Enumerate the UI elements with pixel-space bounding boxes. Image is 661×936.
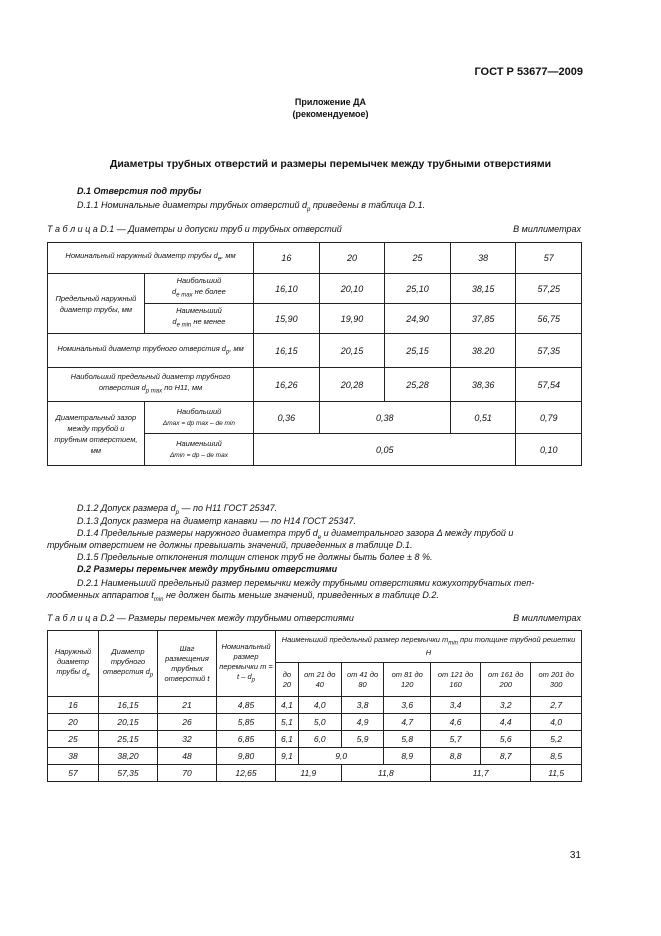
t1-max-2: 25,10 (385, 274, 451, 304)
t2-range-4: от 121 до 160 (431, 663, 481, 697)
t2-cell: 16 (48, 697, 99, 714)
table-d1 (47, 242, 582, 466)
t2-cell: 4,7 (384, 714, 431, 731)
t2-cell: 26 (158, 714, 217, 731)
t2-cell: 4,85 (217, 697, 276, 714)
t2-cell: 57,35 (99, 765, 158, 782)
t1-nominal-header: Номинальный наружный диаметр трубы $d_е$, мм (48, 243, 254, 274)
paragraph-d12: D.1.2 Допуск размера $d_p$ — по Н11 ГОСТ 25347. (77, 503, 278, 516)
t2-cell: 11,5 (531, 765, 582, 782)
table-row (48, 748, 582, 765)
t2-cell: 5,9 (341, 731, 384, 748)
t2-cell: 70 (158, 765, 217, 782)
t2-cell: 20,15 (99, 714, 158, 731)
t1-min-2: 24,90 (385, 304, 451, 334)
t2-range-3: от 81 до 120 (384, 663, 431, 697)
t2-cell: 25 (48, 731, 99, 748)
table2-caption: Т а б л и ц а D.2 — Размеры перемычек между трубными отверстиями (47, 613, 354, 623)
t2-cell: 9,80 (217, 748, 276, 765)
t2-cell: 4,6 (431, 714, 481, 731)
t2-cell: 38,20 (99, 748, 158, 765)
t2-cell: 20 (48, 714, 99, 731)
t2-cell: 5,8 (384, 731, 431, 748)
t2-cell: 16,15 (99, 697, 158, 714)
t1-max-4: 57,25 (516, 274, 582, 304)
t1-diam-3: 38 (450, 243, 516, 274)
t2-range-5: от 161 до 200 (481, 663, 531, 697)
t1-diam-0: 16 (254, 243, 320, 274)
paragraph-d21: D.2.1 Наименьший предельный размер перемычки между трубными отверстиями кожухотрубчатых теп- (77, 578, 535, 588)
section-d2-heading: D.2 Размеры перемычек между трубными отверстиями (77, 564, 338, 574)
t2-cell: 3,2 (481, 697, 531, 714)
t2-cell: 8,9 (384, 748, 431, 765)
t2-cell: 11,8 (341, 765, 430, 782)
t2-range-6: от 201 до 300 (531, 663, 582, 697)
t2-h-hole: Диаметр трубного отверстия $d_p$ (99, 631, 158, 697)
document-code: ГОСТ Р 53677—2009 (474, 66, 583, 78)
t1-gapmin-0: 0,05 (254, 434, 516, 466)
t1-holemax-1: 20,28 (319, 368, 385, 402)
t2-cell: 6,85 (217, 731, 276, 748)
t2-cell: 5,0 (298, 714, 341, 731)
t2-cell: 11,9 (276, 765, 342, 782)
t1-holemax-0: 16,26 (254, 368, 320, 402)
t2-cell: 8,7 (481, 748, 531, 765)
t1-gapmax-2: 0,51 (450, 402, 516, 434)
table2-units: В миллиметрах (513, 613, 581, 623)
t2-h-outer: Наружный диаметр трубы $d_e$ (48, 631, 99, 697)
t1-gapmax-1: 0,38 (319, 402, 450, 434)
t1-min-0: 15,90 (254, 304, 320, 334)
t1-gapmax-label: Наибольший Δmax = dp max – de min (144, 402, 253, 434)
t1-diam-4: 57 (516, 243, 582, 274)
t2-range-1: от 21 до 40 (298, 663, 341, 697)
table-row (48, 765, 582, 782)
paragraph-d15: D.1.5 Предельные отклонения толщин стенок труб не должны быть более ± 8 %. (77, 552, 433, 562)
t1-max-0: 16,10 (254, 274, 320, 304)
page-number: 31 (569, 850, 581, 861)
t2-range-2: от 41 до 80 (341, 663, 384, 697)
t2-h-min: Наименьший предельный размер перемычки $m_{min}$ при толщине трубной решетки Н (276, 631, 582, 663)
t2-cell: 5,1 (276, 714, 299, 731)
t2-cell: 9,0 (298, 748, 384, 765)
t2-cell: 5,6 (481, 731, 531, 748)
t2-cell: 21 (158, 697, 217, 714)
t1-diam-2: 25 (385, 243, 451, 274)
t2-cell: 5,2 (531, 731, 582, 748)
t1-limit-label: Предельный наружный диаметр трубы, мм (48, 274, 145, 334)
table-row (48, 714, 582, 731)
t1-holenom-4: 57,35 (516, 334, 582, 368)
t2-h-nominal: Номинальный размер перемычки $m = t - d_p$ (217, 631, 276, 697)
t1-holenom-3: 38.20 (450, 334, 516, 368)
t2-cell: 25,15 (99, 731, 158, 748)
t1-min-label: Наименьший $d_{e min}$ не менее (144, 304, 253, 334)
t1-holenom-2: 25,15 (385, 334, 451, 368)
t1-holenom-0: 16,15 (254, 334, 320, 368)
t1-gap-label: Диаметральный зазор между трубой и трубным отверстием, мм (48, 402, 145, 466)
table1-units: В миллиметрах (513, 224, 581, 234)
paragraph-d14: D.1.4 Предельные размеры наружного диаметра труб $d_e$ и диаметрального зазора Δ между трубой и (77, 528, 514, 541)
t1-diam-1: 20 (319, 243, 385, 274)
t2-cell: 3,4 (431, 697, 481, 714)
t1-min-4: 56,75 (516, 304, 582, 334)
t1-gapmax-3: 0,79 (516, 402, 582, 434)
paragraph-d14-cont: трубным отверстием не должны превышать значений, приведенных в таблице D.1. (47, 540, 413, 550)
appendix-note: (рекомендуемое) (292, 109, 369, 119)
table-row (48, 731, 582, 748)
t1-min-3: 37,85 (450, 304, 516, 334)
t2-cell: 2,7 (531, 697, 582, 714)
table-d2 (47, 630, 582, 782)
t1-max-label: Наибольший $d_{e max}$ не более (144, 274, 253, 304)
t1-hole-max-label: Наибольший предельный диаметр трубного отверстия $d_{p max}$ по Н11, мм (48, 368, 254, 402)
t2-cell: 4,1 (276, 697, 299, 714)
table-row (48, 697, 582, 714)
t1-gapmin-1: 0,10 (516, 434, 582, 466)
t2-cell: 48 (158, 748, 217, 765)
t2-cell: 11,7 (431, 765, 531, 782)
t1-holenom-1: 20,15 (319, 334, 385, 368)
main-title: Диаметры трубных отверстий и размеры перемычек между трубными отверстиями (109, 158, 552, 170)
t2-cell: 4,0 (531, 714, 582, 731)
t1-gapmax-0: 0,36 (254, 402, 320, 434)
t2-cell: 6,1 (276, 731, 299, 748)
t2-cell: 5,85 (217, 714, 276, 731)
t2-cell: 5,7 (431, 731, 481, 748)
t2-cell: 6,0 (298, 731, 341, 748)
t2-cell: 57 (48, 765, 99, 782)
t2-range-0: до 20 (276, 663, 299, 697)
t1-holemax-2: 25,28 (385, 368, 451, 402)
t2-cell: 4,0 (298, 697, 341, 714)
section-d1-heading: D.1 Отверстия под трубы (77, 186, 202, 196)
paragraph-d11: D.1.1 Номинальные диаметры трубных отверстий $d_p$ приведены в таблица D.1. (77, 200, 426, 213)
t2-cell: 9,1 (276, 748, 299, 765)
t2-cell: 12,65 (217, 765, 276, 782)
t2-cell: 4,9 (341, 714, 384, 731)
appendix-title: Приложение ДА (294, 97, 367, 107)
t2-cell: 3,6 (384, 697, 431, 714)
t1-holemax-4: 57,54 (516, 368, 582, 402)
t2-cell: 3,8 (341, 697, 384, 714)
t1-holemax-3: 38,36 (450, 368, 516, 402)
t1-hole-nom-label: Номинальный диаметр трубного отверстия $d_p$, мм (48, 334, 254, 368)
t2-cell: 4,4 (481, 714, 531, 731)
t1-min-1: 19,90 (319, 304, 385, 334)
paragraph-d13: D.1.3 Допуск размера на диаметр канавки — по Н14 ГОСТ 25347. (77, 516, 357, 526)
t2-cell: 38 (48, 748, 99, 765)
paragraph-d21-cont: лообменных аппаратов $t_{min}$ не должен быть меньше значений, приведенных в таблице D.2. (47, 590, 439, 603)
table1-caption: Т а б л и ц а D.1 — Диаметры и допуски труб и трубных отверстий (47, 224, 342, 234)
t2-cell: 32 (158, 731, 217, 748)
t2-h-pitch: Шаг размещения трубных отверстий t (158, 631, 217, 697)
t1-gapmin-label: Наименьший Δmin = dp – de max (144, 434, 253, 466)
t2-cell: 8,8 (431, 748, 481, 765)
t2-cell: 8,5 (531, 748, 582, 765)
t1-max-1: 20,10 (319, 274, 385, 304)
t1-max-3: 38,15 (450, 274, 516, 304)
